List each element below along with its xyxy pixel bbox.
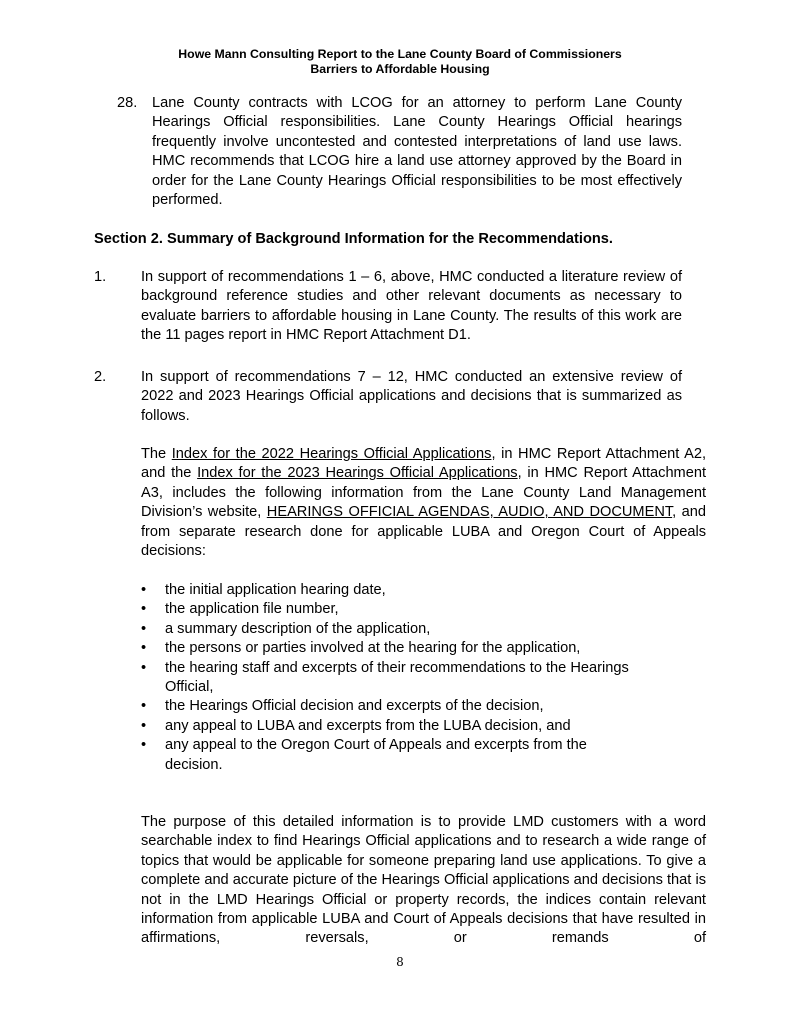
bullet-icon: • — [141, 659, 147, 676]
list-item: • the Hearings Official decision and excerpts of the decision, — [141, 697, 681, 716]
bullet-icon: • — [141, 698, 147, 715]
information-bullet-list — [141, 581, 681, 775]
report-header — [0, 47, 800, 77]
item-28-number: 28. — [117, 95, 138, 111]
bullet-icon: • — [141, 717, 147, 734]
index-text-2: , in HMC Report Attachment A2, and the — [141, 446, 707, 482]
item-28-text: Lane County contracts with LCOG for an attorney to perform Lane County Hearings Official responsibilities. Lane County Hearings Official hearings frequently involve uncontested and contested interpretations of land use laws. HMC recommends that LCOG hire a land use attorney approved by the Board in order for the Lane County Hearings Official responsibilities to be most effectively performed. — [152, 95, 682, 209]
page-number: 8 — [396, 955, 404, 969]
section-2-item-2-number: 2. — [94, 369, 107, 385]
list-item: • the application file number, — [141, 600, 681, 619]
index-text-4: , and from separate research done for applicable LUBA and Oregon Court of Appeals decisions: — [141, 504, 707, 560]
bullet-icon: • — [141, 582, 147, 598]
section-2-heading: Section 2. Summary of Background Information for the Recommendations. — [94, 231, 613, 247]
list-item: • a summary description of the application, — [141, 620, 681, 639]
list-item: • any appeal to LUBA and excerpts from the LUBA decision, and — [141, 717, 681, 736]
list-item: • the hearing staff and excerpts of their recommendations to the Hearings Official, — [141, 659, 629, 696]
section-2-item-1-text: In support of recommendations 1 – 6, above, HMC conducted a literature review of background reference studies and other relevant documents as necessary to evaluate barriers to affordable housing in Lane County. The results of this work are the 11 pages report in HMC Report Attachment D1. — [141, 269, 682, 344]
bullet-icon: • — [141, 737, 147, 754]
index-paragraph — [141, 445, 706, 561]
hearings-official-agendas-link[interactable]: HEARINGS OFFICIAL AGENDAS, AUDIO, AND DOCUMENT — [266, 504, 673, 521]
bullet-icon: • — [141, 640, 147, 657]
section-2-item-2-text: In support of recommendations 7 – 12, HMC conducted an extensive review of 2022 and 2023 Hearings Official applications and decisions that is summarized as follows. — [141, 369, 682, 424]
list-item: • the persons or parties involved at the hearing for the application, — [141, 639, 681, 658]
bullet-icon: • — [141, 620, 147, 637]
bullet-icon: • — [141, 601, 147, 618]
list-item: • the initial application hearing date, — [141, 581, 681, 600]
list-item: • any appeal to the Oregon Court of Appeals and excerpts from the decision. — [141, 737, 587, 773]
index-2023-link[interactable]: Index for the 2023 Hearings Official Applications — [197, 465, 518, 482]
purpose-paragraph: The purpose of this detailed information is to provide LMD customers with a word searchable index to find Hearings Official applications and to research a wide range of topics that would be applicable for someone preparing land use applications. To give a complete and accurate picture of the Hearings Official applications and decisions that is not in the LMD Hearings Official or property records, the indices contain relevant information from applicable LUBA and Court of Appeals decisions that have resulted in affirmations, reversals, or remands of — [141, 814, 706, 947]
index-text-1: The — [141, 446, 172, 462]
index-2022-link[interactable]: Index for the 2022 Hearings Official Applications — [171, 446, 492, 462]
header-title: Howe Mann Consulting Report to the Lane County Board of Commissioners — [178, 47, 622, 61]
index-text-3: , in HMC Report Attachment A3, includes the following information from the Lane County Land Management Division’s website, — [141, 465, 706, 521]
header-subtitle: Barriers to Affordable Housing — [310, 62, 490, 76]
section-2-item-1-number: 1. — [94, 269, 107, 285]
